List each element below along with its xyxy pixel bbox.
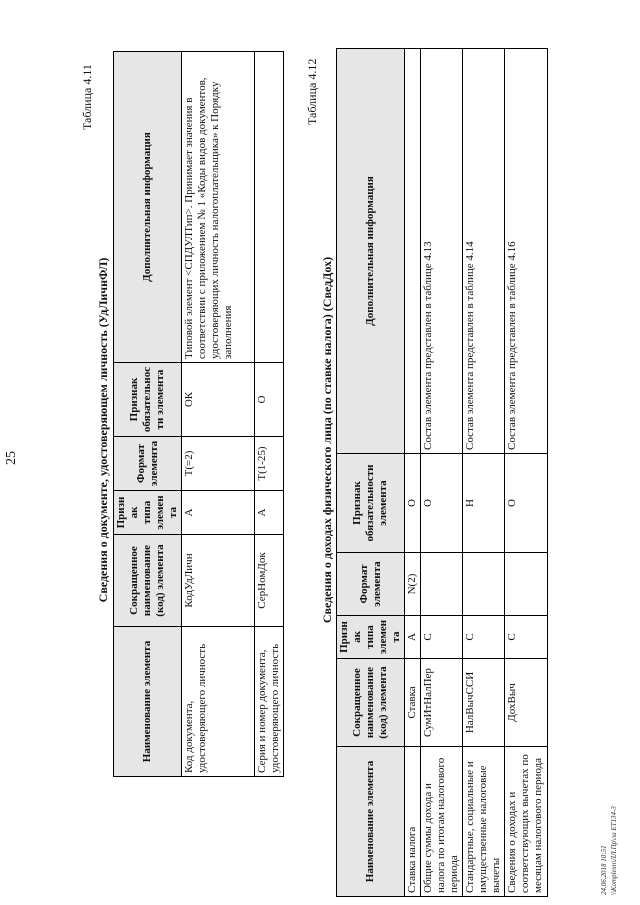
table2-header: Дополнительная информация	[337, 49, 405, 454]
cell-info: Состав элемента представлен в таблице 4.13	[421, 49, 463, 454]
cell-format	[421, 553, 463, 616]
cell-info	[405, 49, 421, 454]
table2-header: Наименование элемента	[337, 747, 405, 897]
table2-header: Формат элемента	[337, 553, 405, 616]
footer-timestamp: 24.06.2018 10:51	[600, 845, 608, 895]
cell-type: А	[182, 491, 255, 535]
cell-code: КодУдЛичн	[182, 535, 255, 627]
cell-name: Общие суммы дохода и налога по итогам налогового периода	[421, 747, 463, 897]
table-row	[182, 52, 255, 777]
cell-type: С	[421, 616, 463, 659]
table1	[113, 51, 284, 777]
table1-header: Дополнительная информация	[114, 52, 182, 363]
table1-header: Наименование элемента	[114, 627, 182, 777]
cell-type: С	[463, 616, 505, 659]
cell-required: Н	[463, 454, 505, 553]
cell-name: Серия и номер документа, удостоверяющего личность	[255, 627, 284, 777]
cell-code: СерНомДок	[255, 535, 284, 627]
footer-path: \\Komplexn\ЛЛ.Пр\ла ЕТ134-3	[610, 806, 618, 895]
cell-required: О	[405, 454, 421, 553]
cell-code: НалВычССИ	[463, 659, 505, 747]
table-row	[505, 49, 548, 897]
table2-header: Признак типа элемента	[337, 616, 405, 659]
table2-header-row	[337, 49, 405, 897]
cell-code: ДохВыч	[505, 659, 548, 747]
table2-header: Сокращенное наименование (код) элемента	[337, 659, 405, 747]
cell-required: О	[255, 363, 284, 437]
cell-code: Ставка	[405, 659, 421, 747]
table-row	[463, 49, 505, 897]
cell-name: Ставка налога	[405, 747, 421, 897]
table-row	[405, 49, 421, 897]
table1-header: Признак обязательности элемента	[114, 363, 182, 437]
cell-type: С	[505, 616, 548, 659]
table2-header: Признак обязательности элемента	[337, 454, 405, 553]
cell-name: Стандартные, социальные и имущественные налоговые вычеты	[463, 747, 505, 897]
table2-caption: Сведения о доходах физического лица (по ставке налога) (СведДох)	[320, 256, 334, 624]
table2	[336, 48, 548, 897]
cell-format	[463, 553, 505, 616]
table1-header: Формат элемента	[114, 437, 182, 491]
cell-format: T(1-25)	[255, 437, 284, 491]
table1-header: Сокращенное наименование (код) элемента	[114, 535, 182, 627]
cell-info	[255, 52, 284, 363]
cell-type: А	[255, 491, 284, 535]
cell-format: N(2)	[405, 553, 421, 616]
cell-info: Типовой элемент <СПДУЛТип>. Принимает значения в соответствии с приложением № 1 «Коды видов документов, удостоверяющих личность налогоплательщика» к Порядку заполнения	[182, 52, 255, 363]
cell-name: Код документа, удостоверяющего личность	[182, 627, 255, 777]
cell-name: Сведения о доходах и соответствующих вычетах по месяцам налогового периода	[505, 747, 548, 897]
cell-code: СумИтНалПер	[421, 659, 463, 747]
cell-format: T(=2)	[182, 437, 255, 491]
table1-caption: Сведения о документе, удостоверяющем личность (УдЛичнФЛ)	[96, 257, 110, 603]
table1-label: Таблица 4.11	[80, 64, 94, 130]
cell-format	[505, 553, 548, 616]
cell-info: Состав элемента представлен в таблице 4.16	[505, 49, 548, 454]
cell-info: Состав элемента представлен в таблице 4.14	[463, 49, 505, 454]
table-row	[255, 52, 284, 777]
cell-required: О	[505, 454, 548, 553]
table1-header-row	[114, 52, 182, 777]
table-row	[421, 49, 463, 897]
table1-header: Признак типа элемента	[114, 491, 182, 535]
cell-required: ОК	[182, 363, 255, 437]
cell-required: О	[421, 454, 463, 553]
page-number: 25	[4, 451, 19, 465]
cell-type: А	[405, 616, 421, 659]
table2-label: Таблица 4.12	[305, 58, 319, 125]
